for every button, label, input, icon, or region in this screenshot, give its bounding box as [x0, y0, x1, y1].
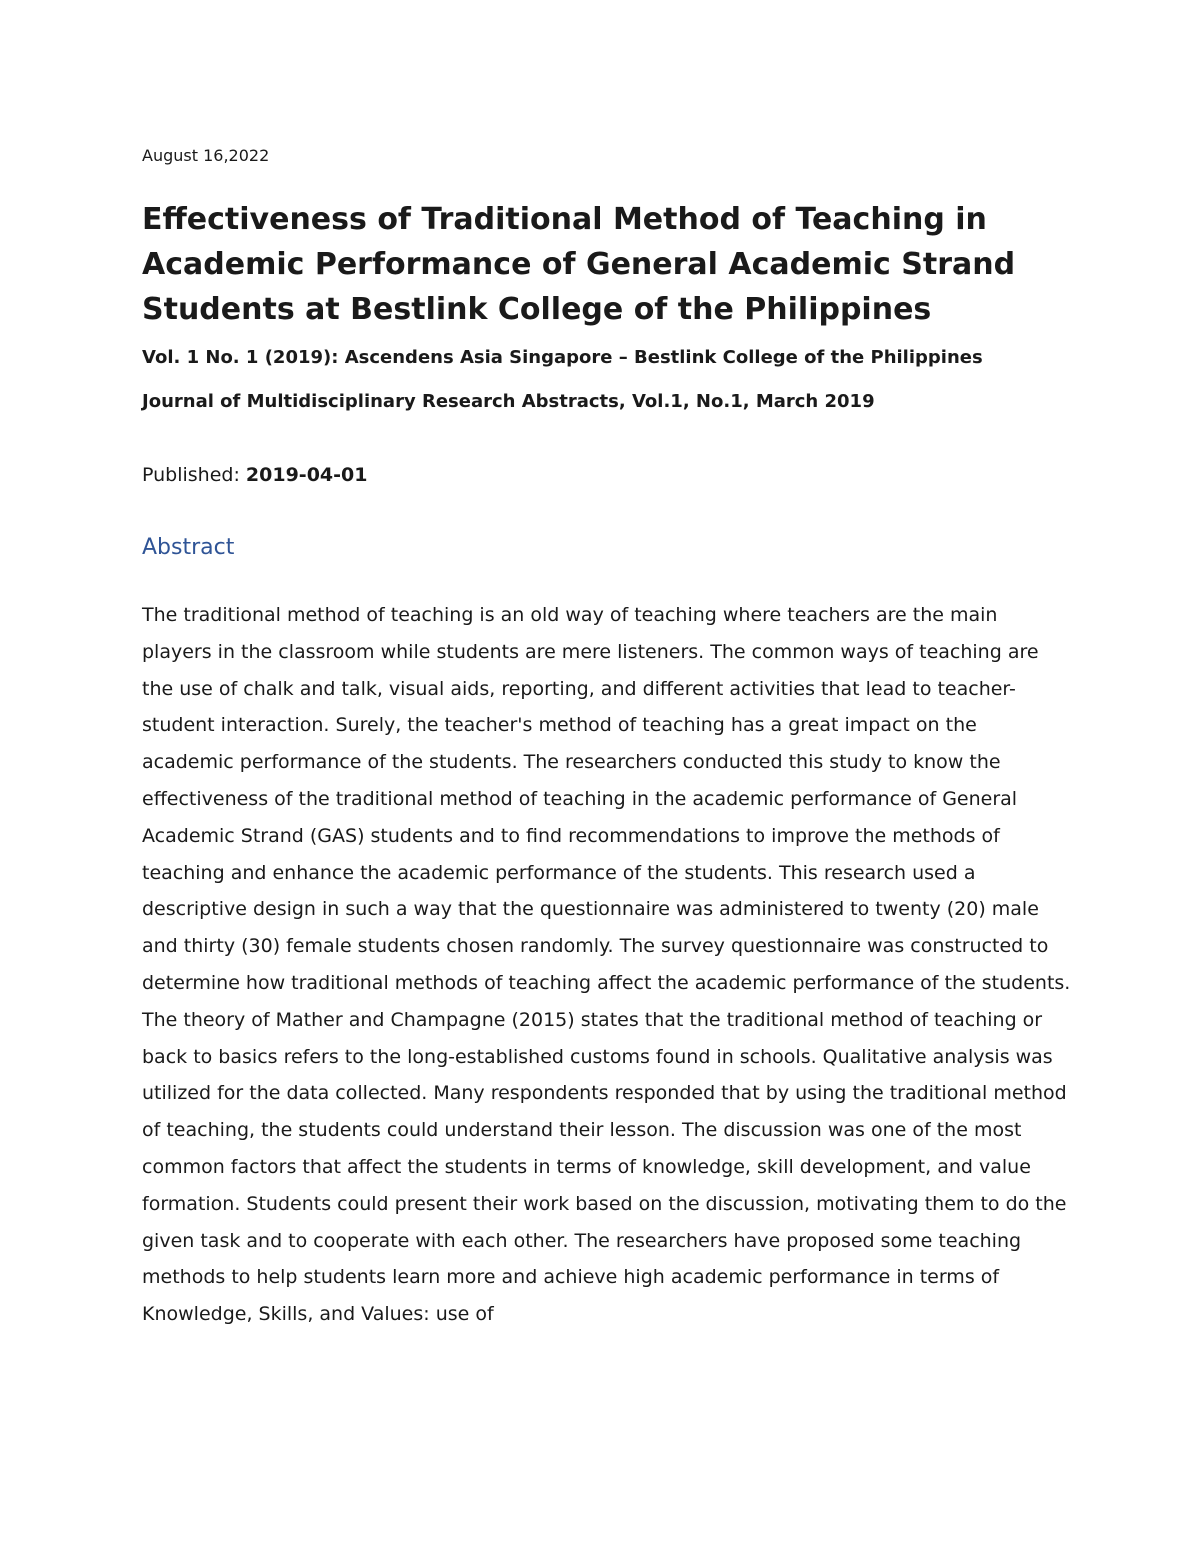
abstract-heading: Abstract: [142, 535, 235, 560]
published-line: [142, 463, 367, 487]
document-date: August 16,2022: [142, 146, 270, 165]
document-title: Effectiveness of Traditional Method of Teaching in Academic Performance of General Academic Strand Students at Bestlink College of the Philippines: [142, 202, 1016, 327]
abstract-text: The traditional method of teaching is an old way of teaching where teachers are the main players in the classroom while students are mere listeners. The common ways of teaching are the use of chalk and talk, visual aids, reporting, and different activities that lead to teacher-student interaction. Surely, the teacher's method of teaching has a great impact on the academic performance of the students. The researchers conducted this study to know the effectiveness of the traditional method of teaching in the academic performance of General Academic Strand (GAS) students and to find recommendations to improve the methods of teaching and enhance the academic performance of the students. This research used a descriptive design in such a way that the questionnaire was administered to twenty (20) male and thirty (30) female students chosen randomly. The survey questionnaire was constructed to determine how traditional methods of teaching affect the academic performance of the students. The theory of Mather and Champagne (2015) states that the traditional method of teaching or back to basics refers to the long-established customs found in schools. Qualitative analysis was utilized for the data collected. Many respondents responded that by using the traditional method of teaching, the students could understand their lesson. The discussion was one of the most common factors that affect the students in terms of knowledge, skill development, and value formation. Students could present their work based on the discussion, motivating them to do the given task and to cooperate with each other. The researchers have proposed some teaching methods to help students learn more and achieve high academic performance in terms of Knowledge, Skills, and Values: use of: [142, 604, 1071, 1326]
published-date: 2019-04-01: [245, 464, 368, 486]
volume-line: Vol. 1 No. 1 (2019): Ascendens Asia Singapore – Bestlink College of the Philippines: [142, 347, 983, 368]
journal-line: Journal of Multidisciplinary Research Abstracts, Vol.1, No.1, March 2019: [142, 391, 875, 412]
published-label: Published:: [142, 464, 246, 486]
